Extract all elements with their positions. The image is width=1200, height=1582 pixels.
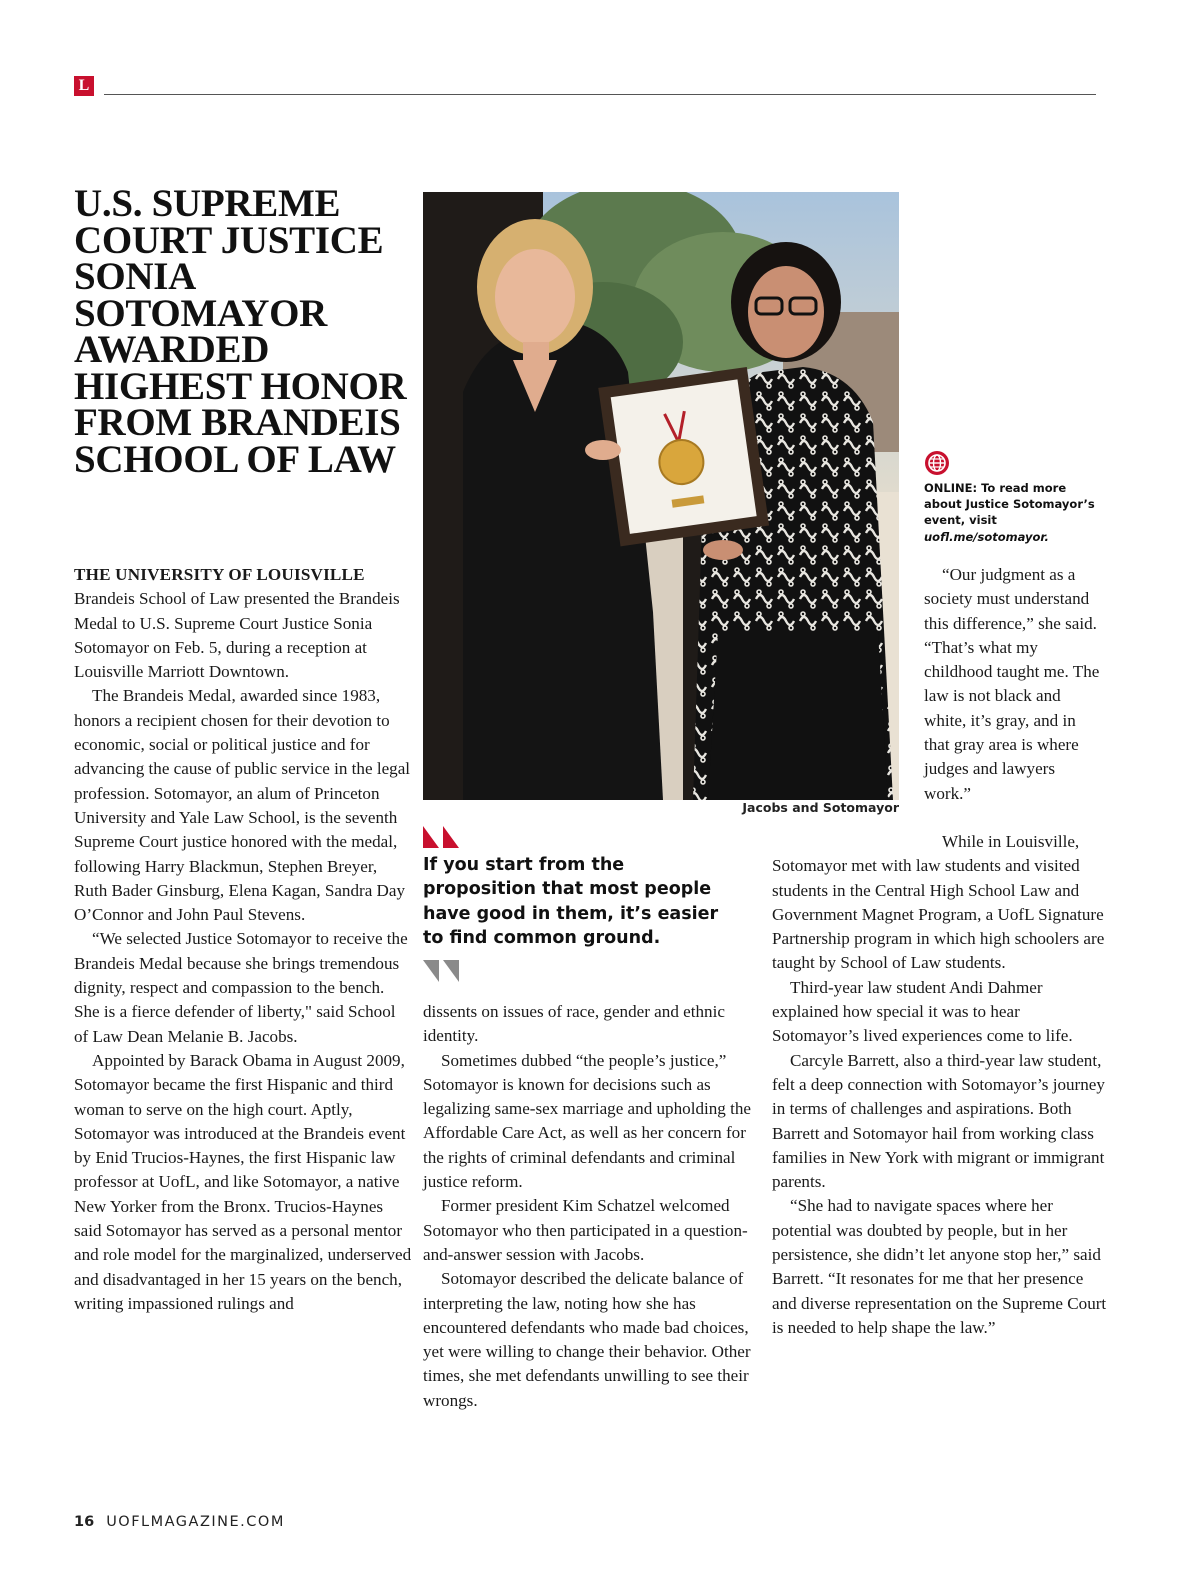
body-column-3 xyxy=(772,830,1107,1340)
photo xyxy=(423,192,899,800)
body-paragraph: THE UNIVERSITY OF LOUISVILLE Brandeis School of Law presented the Brandeis Medal to U.S. Supreme Court Justice Sonia Sotomayor on Feb. 5, during a reception at Louisville Marriott Downtown. xyxy=(74,565,400,682)
quote-open-icon xyxy=(423,826,463,848)
page-footer xyxy=(74,1514,285,1530)
online-link[interactable]: uofl.me/sotomayor. xyxy=(924,529,1049,544)
body-column-2 xyxy=(423,1000,753,1413)
online-text: To read more about Justice Sotomayor’s event, visit xyxy=(924,481,1095,528)
body-column-1 xyxy=(74,563,414,1316)
body-paragraph: dissents on issues of race, gender and ethnic identity. xyxy=(423,1002,725,1046)
photo-illustration xyxy=(423,192,899,800)
globe-icon xyxy=(924,450,950,476)
body-paragraph: Appointed by Barack Obama in August 2009, Sotomayor became the first Hispanic and third woman to serve on the high court. Aptly, Sotomayor was introduced at the Brandeis event by Enid Trucios-Haynes, the first Hispanic law professor at UofL, and like Sotomayor, a native New Yorker from the Bronx. Trucios-Haynes said Sotomayor has served as a personal mentor and role model for the marginalized, underserved and disadvantaged in her 15 years on the bench, writing impassioned rulings and xyxy=(74,1050,412,1313)
photo-caption: Jacobs and Sotomayor xyxy=(742,800,899,815)
body-paragraph: Sotomayor described the delicate balance of interpreting the law, noting how she has encountered defendants who made bad choices, yet were willing to change their behavior. Other times, she met defendants unwilling to see their wrongs. xyxy=(423,1269,751,1410)
header-rule xyxy=(104,94,1096,95)
body-paragraph: Carcyle Barrett, also a third-year law student, felt a deep connection with Sotomayor’s journey in terms of challenges and aspirations. Both Barrett and Sotomayor hail from working class families in New York with migrant or immigrant parents. xyxy=(772,1050,1105,1192)
pull-quote: If you start from the proposition that most people have good in them, it’s easier to find common ground. xyxy=(423,855,719,949)
page-number: 16 xyxy=(74,1514,95,1530)
body-paragraph: “We selected Justice Sotomayor to receive the Brandeis Medal because she brings tremendous dignity, respect and compassion to the bench. She is a fierce defender of liberty," said School of Law Dean Melanie B. Jacobs. xyxy=(74,929,408,1046)
online-label: ONLINE: xyxy=(924,481,978,495)
quote-close-icon xyxy=(423,960,463,982)
lead-caps: THE UNIVERSITY OF LOUISVILLE xyxy=(74,565,365,584)
body-paragraph: “Our judgment as a society must understand this difference,” she said. “That’s what my childhood taught me. The law is not black and white, it’s gray, and in that gray area is where judges and lawyers work.” xyxy=(924,565,1100,803)
body-paragraph: Former president Kim Schatzel welcomed Sotomayor who then participated in a question-and-answer session with Jacobs. xyxy=(423,1196,748,1264)
body-paragraph: The Brandeis Medal, awarded since 1983, honors a recipient chosen for their devotion to economic, social or political justice and for advancing the cause of public service in the legal profession. Sotomayor, an alum of Princeton University and Yale Law School, is the seventh Supreme Court justice honored with the medal, following Harry Blackmun, Stephen Breyer, Ruth Bader Ginsburg, Elena Kagan, Sandra Day O’Connor and John Paul Stevens. xyxy=(74,686,411,925)
online-note xyxy=(924,480,1104,545)
body-column-3-top xyxy=(924,563,1104,806)
body-paragraph: “She had to navigate spaces where her potential was doubted by people, but in her persistence, she didn’t let anyone stop her,” said Barrett. “It resonates for me that her presence and diverse representation on the Supreme Court is needed to help shape the law.” xyxy=(772,1196,1107,1337)
logo-icon: L xyxy=(74,76,94,96)
body-paragraph: While in Louisville, Sotomayor met with law students and visited students in the Central High School Law and Government Magnet Program, a UofL Signature Partnership program in which high schoolers are taught by School of Law students. xyxy=(772,832,1105,973)
body-paragraph: Third-year law student Andi Dahmer explained how special it was to hear Sotomayor’s lived experiences come to life. xyxy=(772,977,1073,1046)
body-paragraph: Sometimes dubbed “the people’s justice,” Sotomayor is known for decisions such as legalizing same-sex marriage and upholding the Affordable Care Act, as well as her concern for the rights of criminal defendants and criminal justice reform. xyxy=(423,1050,751,1192)
headline: U.S. SUPREME COURT JUSTICE SONIA SOTOMAYOR AWARDED HIGHEST HONOR FROM BRANDEIS SCHOOL OF LAW xyxy=(74,182,407,481)
site-name: UOFLMAGAZINE.COM xyxy=(106,1514,285,1530)
